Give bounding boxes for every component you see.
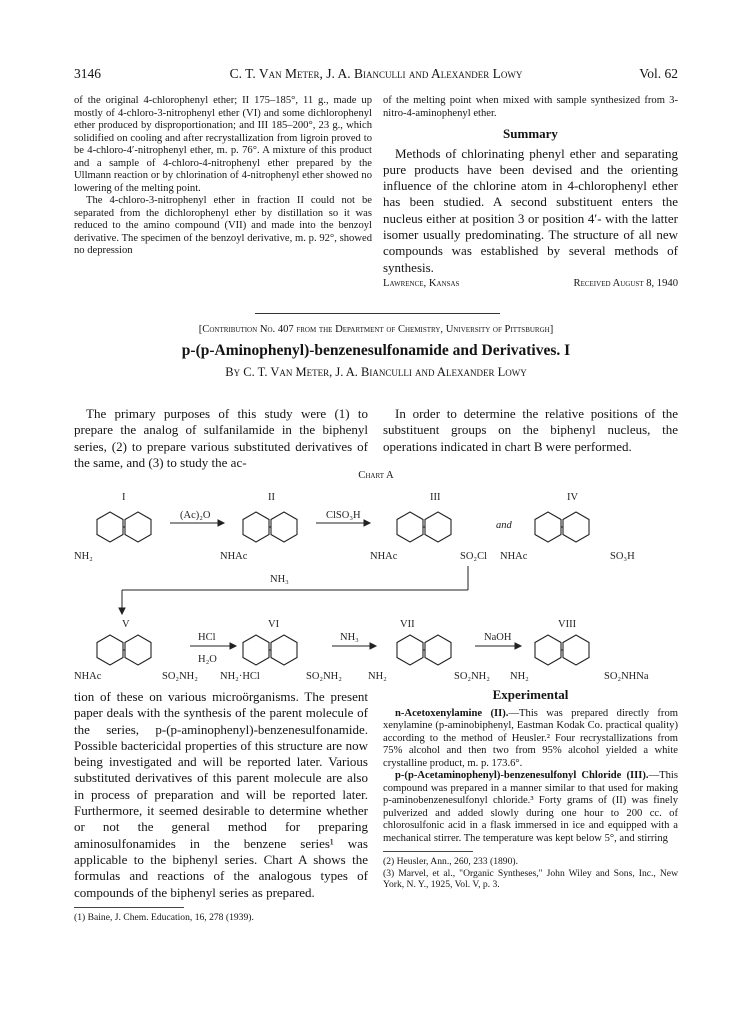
benzene-ring <box>271 512 297 542</box>
reaction-arrows <box>119 520 521 649</box>
intro-right <box>383 406 678 455</box>
prev-paragraph: of the original 4-chlorophenyl ether; II 175–185°, 11 g., made up mostly of 4-chloro-3-nitrophenyl ether (VI) and some dichlorophenyl ether produced by disproportionation; and III 185–200°, 23 g., which solidified on cooling and after recrystallization from ligroin proved to be 4-chloro-4′-nitrophenyl ether, m. p. 76°. A mixture of this product and a sample of 4-chloro-4-nitrophenyl ether prepared by the Ullmann reaction or by chlorination of 4-nitrophenyl ether showed no lowering of the melting point. <box>74 95 372 194</box>
compound-label: VIII <box>558 619 577 630</box>
prev-paragraph: of the melting point when mixed with sample synthesized from 3-nitro-4-aminophenyl ether. <box>383 95 678 119</box>
footnote: (1) Baine, J. Chem. Education, 16, 278 (1939). <box>74 911 254 923</box>
connector-reagent: NH₃ <box>270 574 289 585</box>
substituent: SO₂Cl <box>460 551 488 562</box>
summary-text: Methods of chlorinating phenyl ether and separating pure products have been devised and the orienting influence of the chlorine atom in 4-chlorophenyl ether has been studied. A second substituent enters the nucleus either at position 3 or position 4′- with the latter isomer usually predominating. The structure of all new compounds was established by several methods of synthesis. <box>383 145 678 275</box>
substituent: NHAc <box>74 671 102 682</box>
reagent-label: ClSO₃H <box>326 510 361 521</box>
compound-heading: n-Acetoxenylamine (II). <box>395 707 509 719</box>
substituent: NHAc <box>220 551 248 562</box>
chart-title: Chart A <box>358 470 394 481</box>
substituent: SO₂NHNa <box>604 671 649 682</box>
compound-label: I <box>122 492 126 503</box>
section-divider <box>255 313 500 314</box>
substituent: NH₂ <box>74 551 93 562</box>
substituent: NH₂ <box>368 671 387 682</box>
reagent-label: HCl <box>198 632 216 643</box>
signature-place: Lawrence, Kansas <box>383 277 460 289</box>
reagent-label: (Ac)₂O <box>180 510 211 521</box>
benzene-ring <box>97 512 123 542</box>
volume-number: Vol. 62 <box>639 66 678 81</box>
compound-label: VI <box>268 619 280 630</box>
compound-label: II <box>268 492 275 503</box>
benzene-ring <box>535 512 561 542</box>
substituent: NHAc <box>500 551 528 562</box>
benzene-ring <box>563 512 589 542</box>
article-byline: By C. T. Van Meter, J. A. Bianculli and Alexander Lowy <box>225 365 527 379</box>
experimental-heading: Experimental <box>492 687 569 702</box>
intro-left <box>74 406 368 471</box>
benzene-ring <box>125 512 151 542</box>
substituent: SO₃H <box>610 551 635 562</box>
benzene-ring <box>125 635 151 665</box>
body-right-column <box>383 689 678 891</box>
benzene-ring <box>243 512 269 542</box>
benzene-ring <box>425 635 451 665</box>
body-left-column <box>74 689 368 923</box>
prev-article-left-column <box>74 95 372 258</box>
prev-article-right-column <box>383 95 678 290</box>
substituent: NHAc <box>370 551 398 562</box>
benzene-ring <box>425 512 451 542</box>
signature-line <box>383 278 678 291</box>
substituent: SO₂NH₂ <box>454 671 490 682</box>
footnote: (3) Marvel, et al., "Organic Syntheses," John Wiley and Sons, Inc., New York, N. Y., 1925, Vol. V, p. 3. <box>383 867 678 890</box>
compound-label: IV <box>567 492 579 503</box>
compound-label: III <box>430 492 441 503</box>
reaction-scheme <box>70 482 690 682</box>
experimental-text: —This compound was prepared in a manner similar to that used for making p-aminobenzenesulfonyl chloride.³ Forty grams of (II) was finely pulverized and added slowly during one hour to 200 cc. of chlorosulfonic acid in a flask immersed in ice and equipped with a mechanical stirrer. The temperature was kept below 5°, and stirring <box>383 770 678 844</box>
benzene-ring <box>97 635 123 665</box>
running-header <box>74 66 678 84</box>
substituent: NH₂ <box>510 671 529 682</box>
article-title: p-(p-Aminophenyl)-benzenesulfonamide and Derivatives. I <box>181 342 571 359</box>
benzene-ring <box>243 635 269 665</box>
compound-label: V <box>122 619 130 630</box>
substituent: NH₂·HCl <box>220 671 260 682</box>
intro-paragraph: In order to determine the relative positions of the substituent groups on the biphenyl nucleus, the operations indicated in chart B were performed. <box>383 406 678 454</box>
intro-paragraph: The primary purposes of this study were (1) to prepare the analog of sulfanilamide in the biphenyl series, (2) to prepare various substituted derivatives of the same, and (3) to study the ac- <box>74 406 368 470</box>
substituent: SO₂NH₂ <box>162 671 198 682</box>
page-number: 3146 <box>74 66 101 81</box>
contribution-line: [Contribution No. 407 from the Department of Chemistry, University of Pittsburgh] <box>198 324 554 335</box>
prev-paragraph: The 4-chloro-3-nitrophenyl ether in fraction II could not be separated from the dichlorophenyl ether by distillation so it was reduced to the amino compound (VII) and made into the benzoyl derivative. The specimen of the benzoyl derivative, m. p. 92°, showed no depression <box>74 195 372 256</box>
benzene-ring <box>271 635 297 665</box>
summary-heading: Summary <box>503 126 558 141</box>
footnote-rule <box>383 851 473 852</box>
reagent-label: NaOH <box>484 632 512 643</box>
compound-heading: p-(p-Acetaminophenyl)-benzenesulfonyl Chloride (III). <box>395 770 649 781</box>
benzene-ring <box>397 635 423 665</box>
reagent-label: NH₃ <box>340 632 359 643</box>
benzene-ring <box>397 512 423 542</box>
running-authors: C. T. Van Meter, J. A. Bianculli and Alexander Lowy <box>229 66 523 81</box>
substituent: SO₂NH₂ <box>306 671 342 682</box>
compound-label: VII <box>400 619 415 630</box>
body-paragraph: tion of these on various microörganisms. The present paper deals with the synthesis of the parent molecule of the series, p-(p-aminophenyl)-benzenesulfonamide. Possible bactericidal properties of this structure are now being investigated and will be reported later. Various substituted derivatives of this parent molecule are also in process of preparation and will be reported later. Furthermore, it seemed desirable to determine whether or not the general method for preparing aminosulfonamides in the benzene series¹ was applicable to the biphenyl series. Chart A shows the formulas and reactions of the analogous types of compounds of the biphenyl series as prepared. <box>74 689 368 900</box>
footnote: (2) Heusler, Ann., 260, 233 (1890). <box>383 856 518 867</box>
and-text: and <box>496 520 512 531</box>
reagent-label: H₂O <box>198 654 217 665</box>
footnote-rule <box>74 907 184 908</box>
received-date: Received August 8, 1940 <box>573 277 678 289</box>
benzene-ring <box>535 635 561 665</box>
experimental-text: —This was prepared directly from xenylamine (p-aminobiphenyl, Eastman Kodak Co. practical quality) according to the method of Heusler.² Four recrystallizations from 75% alcohol and then two from 95% alcohol yielded a white crystalline product, m. p. 173.6°. <box>383 707 678 769</box>
benzene-ring <box>563 635 589 665</box>
